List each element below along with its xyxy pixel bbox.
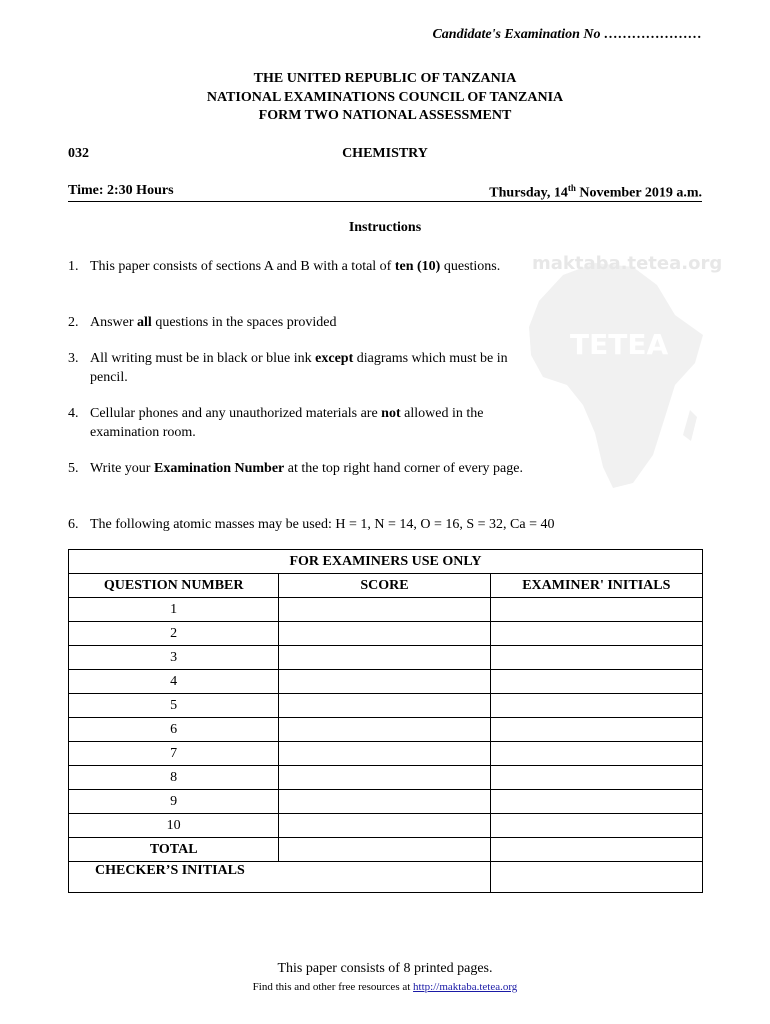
header-divider xyxy=(68,201,702,202)
exam-date: Thursday, 14th November 2019 a.m. xyxy=(489,183,702,201)
paper-code: 032 xyxy=(68,146,89,161)
africa-watermark-icon xyxy=(525,245,705,495)
question-number-cell: 5 xyxy=(69,694,279,718)
resources-link[interactable]: http://maktaba.tetea.org xyxy=(413,981,518,993)
instruction-item: 3. All writing must be in black or blue ink except diagrams which must be in pencil. xyxy=(68,351,508,385)
examiner-initials-cell[interactable] xyxy=(490,766,702,790)
subject-title: CHEMISTRY xyxy=(342,146,428,161)
score-cell[interactable] xyxy=(279,694,490,718)
examiner-initials-cell[interactable] xyxy=(490,718,702,742)
table-row xyxy=(69,790,703,814)
instruction-item: 1. This paper consists of sections A and B with a total of ten (10) questions. xyxy=(68,259,501,274)
header-country: THE UNITED REPUBLIC OF TANZANIA xyxy=(253,71,517,86)
examiner-initials-cell[interactable] xyxy=(490,742,702,766)
total-label: TOTAL xyxy=(69,838,279,862)
column-header-score: SCORE xyxy=(279,574,490,598)
question-number-cell: 1 xyxy=(69,598,279,622)
score-cell[interactable] xyxy=(279,646,490,670)
instruction-item: 2. Answer all questions in the spaces provided xyxy=(68,315,337,330)
question-number-cell: 4 xyxy=(69,670,279,694)
question-number-cell: 7 xyxy=(69,742,279,766)
score-cell[interactable] xyxy=(279,622,490,646)
score-cell[interactable] xyxy=(279,670,490,694)
examiners-table-title: FOR EXAMINERS USE ONLY xyxy=(69,550,703,574)
header-council: NATIONAL EXAMINATIONS COUNCIL OF TANZANIA xyxy=(206,90,564,105)
column-header-question-number: QUESTION NUMBER xyxy=(69,574,279,598)
table-row xyxy=(69,766,703,790)
examiners-table xyxy=(68,549,703,893)
instruction-item: 6. The following atomic masses may be used: H = 1, N = 14, O = 16, S = 32, Ca = 40 xyxy=(68,517,555,532)
question-number-cell: 3 xyxy=(69,646,279,670)
checker-initials-label: CHECKER’S INITIALS xyxy=(69,862,491,893)
score-cell[interactable] xyxy=(279,814,490,838)
examiner-initials-cell[interactable] xyxy=(490,670,702,694)
question-number-cell: 6 xyxy=(69,718,279,742)
score-cell[interactable] xyxy=(279,790,490,814)
checker-row xyxy=(69,862,703,893)
exam-time: Time: 2:30 Hours xyxy=(68,183,174,198)
score-cell[interactable] xyxy=(279,598,490,622)
pages-note: This paper consists of 8 printed pages. xyxy=(277,961,493,976)
table-row xyxy=(69,670,703,694)
column-header-examiner-initials: EXAMINER' INITIALS xyxy=(490,574,702,598)
instruction-item: 5. Write your Examination Number at the top right hand corner of every page. xyxy=(68,461,523,476)
watermark-site: maktaba.tetea.org xyxy=(532,253,723,274)
table-row xyxy=(69,694,703,718)
examiner-initials-cell[interactable] xyxy=(490,790,702,814)
question-number-cell: 9 xyxy=(69,790,279,814)
score-cell[interactable] xyxy=(279,718,490,742)
question-number-cell: 8 xyxy=(69,766,279,790)
examiner-initials-cell[interactable] xyxy=(490,598,702,622)
table-row xyxy=(69,622,703,646)
examiner-initials-cell[interactable] xyxy=(490,622,702,646)
total-initials-cell[interactable] xyxy=(490,838,702,862)
table-row xyxy=(69,598,703,622)
checker-initials-cell[interactable] xyxy=(490,862,702,893)
total-score-cell[interactable] xyxy=(279,838,490,862)
examiner-initials-cell[interactable] xyxy=(490,694,702,718)
examiner-initials-cell[interactable] xyxy=(490,646,702,670)
table-row xyxy=(69,718,703,742)
score-cell[interactable] xyxy=(279,766,490,790)
instruction-item: 4. Cellular phones and any unauthorized materials are not allowed in the examination room. xyxy=(68,406,484,440)
score-cell[interactable] xyxy=(279,742,490,766)
table-row xyxy=(69,646,703,670)
examiner-initials-cell[interactable] xyxy=(490,814,702,838)
candidate-exam-number-line: Candidate's Examination No ………………… xyxy=(432,27,702,42)
header-assessment: FORM TWO NATIONAL ASSESSMENT xyxy=(258,108,512,123)
question-number-cell: 10 xyxy=(69,814,279,838)
instructions-heading: Instructions xyxy=(348,220,422,235)
total-row xyxy=(69,838,703,862)
resources-note: Find this and other free resources at http://maktaba.tetea.org xyxy=(252,981,518,993)
watermark-brand: TETEA xyxy=(570,328,669,361)
table-row xyxy=(69,814,703,838)
question-number-cell: 2 xyxy=(69,622,279,646)
table-row xyxy=(69,742,703,766)
